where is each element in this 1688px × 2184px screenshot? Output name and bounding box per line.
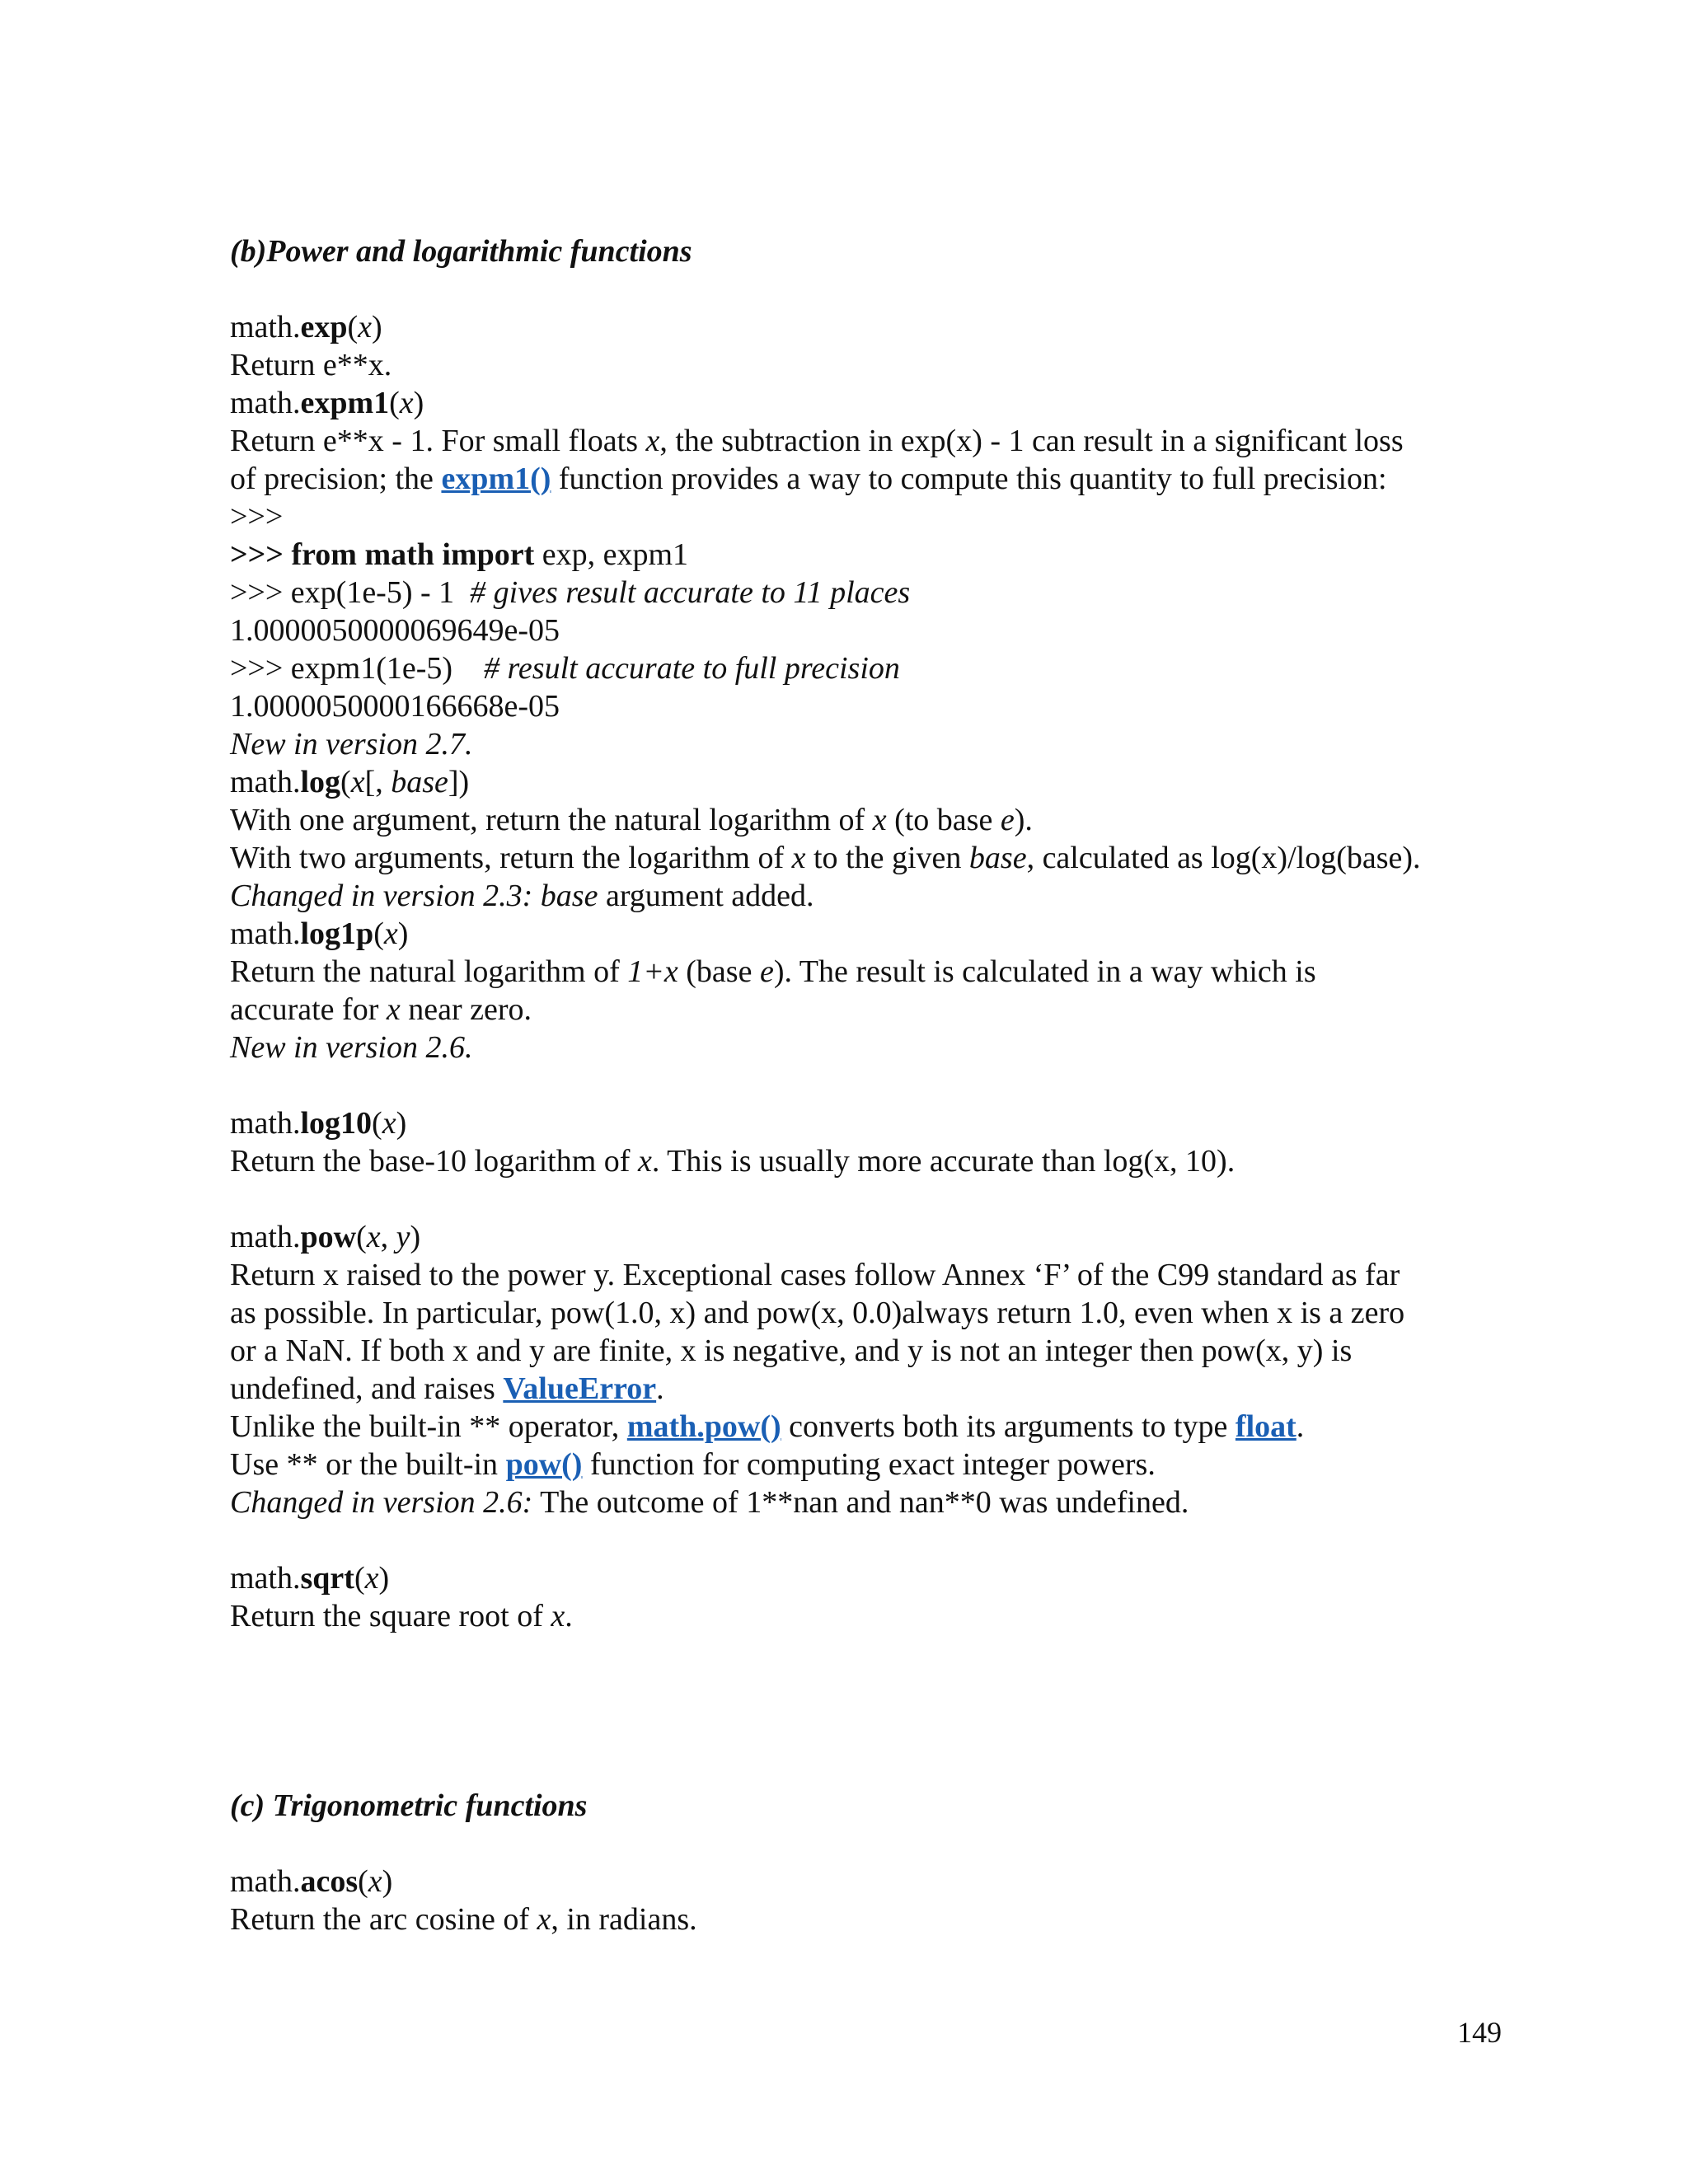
code-line-expm1: >>> expm1(1e-5) # result accurate to full precision <box>230 651 900 686</box>
spacer <box>230 1066 1516 1104</box>
description-pow-line4: undefined, and raises ValueError. <box>230 1371 664 1406</box>
section-heading-trig: (c) Trigonometric functions <box>230 1788 588 1823</box>
code-output-2: 1.0000050000166668e-05 <box>230 689 560 724</box>
description-log10: Return the base-10 logarithm of x. This is usually more accurate than log(x, 10). <box>230 1144 1236 1179</box>
description-pow-line1: Return x raised to the power y. Exceptional cases follow Annex ‘F’ of the C99 standard as far <box>230 1258 1400 1292</box>
changed-note-log: Changed in version 2.3: base argument added. <box>230 879 814 913</box>
version-note-expm1: New in version 2.7. <box>230 727 473 762</box>
description-log-line1: With one argument, return the natural logarithm of x (to base e). <box>230 803 1033 837</box>
spacer <box>230 1825 1516 1863</box>
description-sqrt: Return the square root of x. <box>230 1599 573 1633</box>
description-pow-line5: Unlike the built-in ** operator, math.pow() converts both its arguments to type float. <box>230 1409 1305 1444</box>
signature-expm1: math.expm1(x) <box>230 386 424 420</box>
document-body <box>230 232 1516 1938</box>
signature-sqrt: math.sqrt(x) <box>230 1561 390 1596</box>
description-log-line2: With two arguments, return the logarithm of x to the given base, calculated as log(x)/log(base). <box>230 841 1421 875</box>
valueerror-link[interactable]: ValueError <box>503 1371 657 1406</box>
pow-link[interactable]: pow() <box>505 1447 583 1482</box>
spacer <box>230 1521 1516 1559</box>
version-note-log1p: New in version 2.6. <box>230 1030 473 1065</box>
signature-exp: math.exp(x) <box>230 310 382 344</box>
description-pow-line2: as possible. In particular, pow(1.0, x) and pow(x, 0.0)always return 1.0, even when x is a zero <box>230 1296 1405 1330</box>
description-log1p-line1: Return the natural logarithm of 1+x (base e). The result is calculated in a way which is <box>230 954 1316 989</box>
code-line-import: >>> from math import exp, expm1 <box>230 537 689 572</box>
signature-log10: math.log10(x) <box>230 1106 407 1141</box>
section-heading-power-log: (b)Power and logarithmic functions <box>230 234 692 269</box>
signature-pow: math.pow(x, y) <box>230 1220 421 1254</box>
signature-log: math.log(x[, base]) <box>230 765 470 799</box>
description-exp: Return e**x. <box>230 348 392 382</box>
spacer <box>230 1635 1516 1787</box>
description-pow-line6: Use ** or the built-in pow() function for computing exact integer powers. <box>230 1447 1156 1482</box>
code-line-exp: >>> exp(1e-5) - 1 # gives result accurate to 11 places <box>230 575 911 610</box>
description-acos: Return the arc cosine of x, in radians. <box>230 1902 697 1937</box>
description-pow-line3: or a NaN. If both x and y are finite, x is negative, and y is not an integer then pow(x, y) is <box>230 1333 1353 1368</box>
code-prompt-empty: >>> <box>230 499 284 534</box>
signature-acos: math.acos(x) <box>230 1864 393 1899</box>
spacer <box>230 270 1516 308</box>
description-log1p-line2: accurate for x near zero. <box>230 992 532 1027</box>
signature-log1p: math.log1p(x) <box>230 916 409 951</box>
changed-note-pow: Changed in version 2.6: The outcome of 1**nan and nan**0 was undefined. <box>230 1485 1189 1520</box>
description-expm1-line2: of precision; the expm1() function provides a way to compute this quantity to full precision: <box>230 462 1387 496</box>
expm1-link[interactable]: expm1() <box>441 462 551 496</box>
float-link[interactable]: float <box>1235 1409 1296 1444</box>
math-pow-link[interactable]: math.pow() <box>626 1409 781 1444</box>
description-expm1-line1: Return e**x - 1. For small floats x, the subtraction in exp(x) - 1 can result in a significant loss <box>230 424 1404 458</box>
page-number: 149 <box>1457 2016 1502 2049</box>
spacer <box>230 1180 1516 1218</box>
code-output-1: 1.0000050000069649e-05 <box>230 613 560 648</box>
